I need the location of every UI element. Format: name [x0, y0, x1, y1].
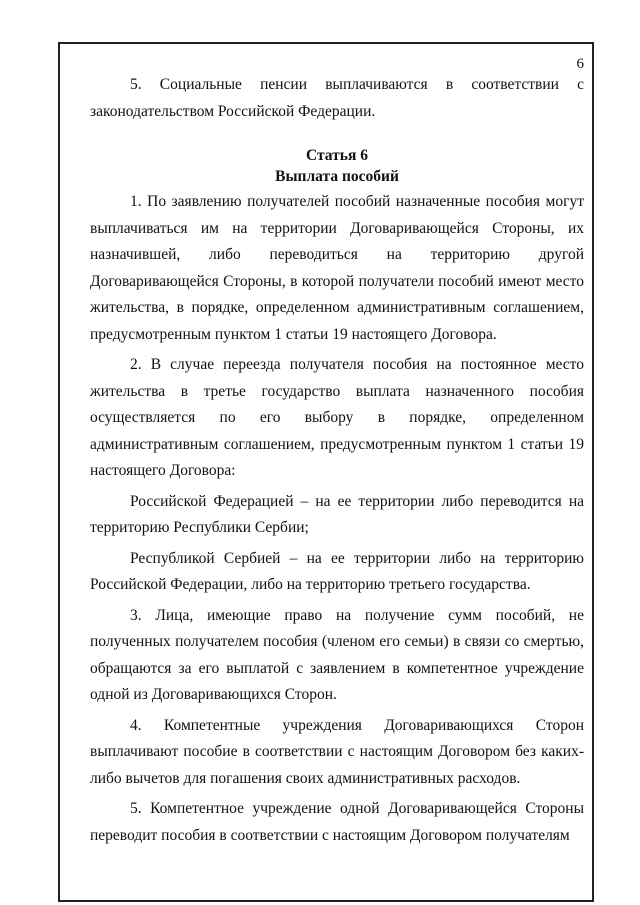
paragraph-2: 2. В случае переезда получателя пособия на постоянное место жительства в третье государство выплата назначенного пособия осуществляется по его выбору в порядке, определенном административным соглашением, предусмотренным пунктом 1 статьи 19 настоящего Договора: — [90, 356, 584, 479]
article-heading — [90, 145, 584, 187]
article-number: Статья 6 — [306, 147, 368, 164]
spacer — [90, 125, 584, 145]
document-body — [90, 72, 584, 849]
page-number: 6 — [576, 56, 584, 72]
paragraph-5: 5. Компетентное учреждение одной Договаривающейся Стороны переводит пособия в соответствии с настоящим Договором получателям — [90, 800, 584, 844]
paragraph-1: 1. По заявлению получателей пособий назначенные пособия могут выплачиваться им на территории Договаривающейся Стороны, их назначившей, либо переводиться на территорию другой Договаривающейся Стороны, в которой получатели пособий имеют место жительства, в порядке, определенном административным соглашением, предусмотренным пунктом 1 статьи 19 настоящего Договора. — [90, 193, 584, 343]
paragraph-4: 4. Компетентные учреждения Договаривающихся Сторон выплачивают пособие в соответствии с настоящим Договором без каких-либо вычетов для погашения своих административных расходов. — [90, 716, 584, 787]
paragraph-3: 3. Лица, имеющие право на получение сумм пособий, не полученных получателем пособия (членом его семьи) в связи со смертью, обращаются за его выплатой с заявлением в компетентное учреждение одной из Договаривающихся Сторон. — [90, 606, 584, 703]
paragraph-2-russia: Российской Федерацией – на ее территории либо переводится на территорию Республики Сербии; — [90, 492, 584, 536]
paragraph-2-serbia: Республикой Сербией – на ее территории либо на территорию Российской Федерации, либо на территорию третьего государства. — [90, 549, 584, 593]
paragraph-social-pensions: 5. Социальные пенсии выплачиваются в соответствии с законодательством Российской Федерации. — [90, 76, 584, 120]
article-title: Выплата пособий — [275, 168, 399, 185]
